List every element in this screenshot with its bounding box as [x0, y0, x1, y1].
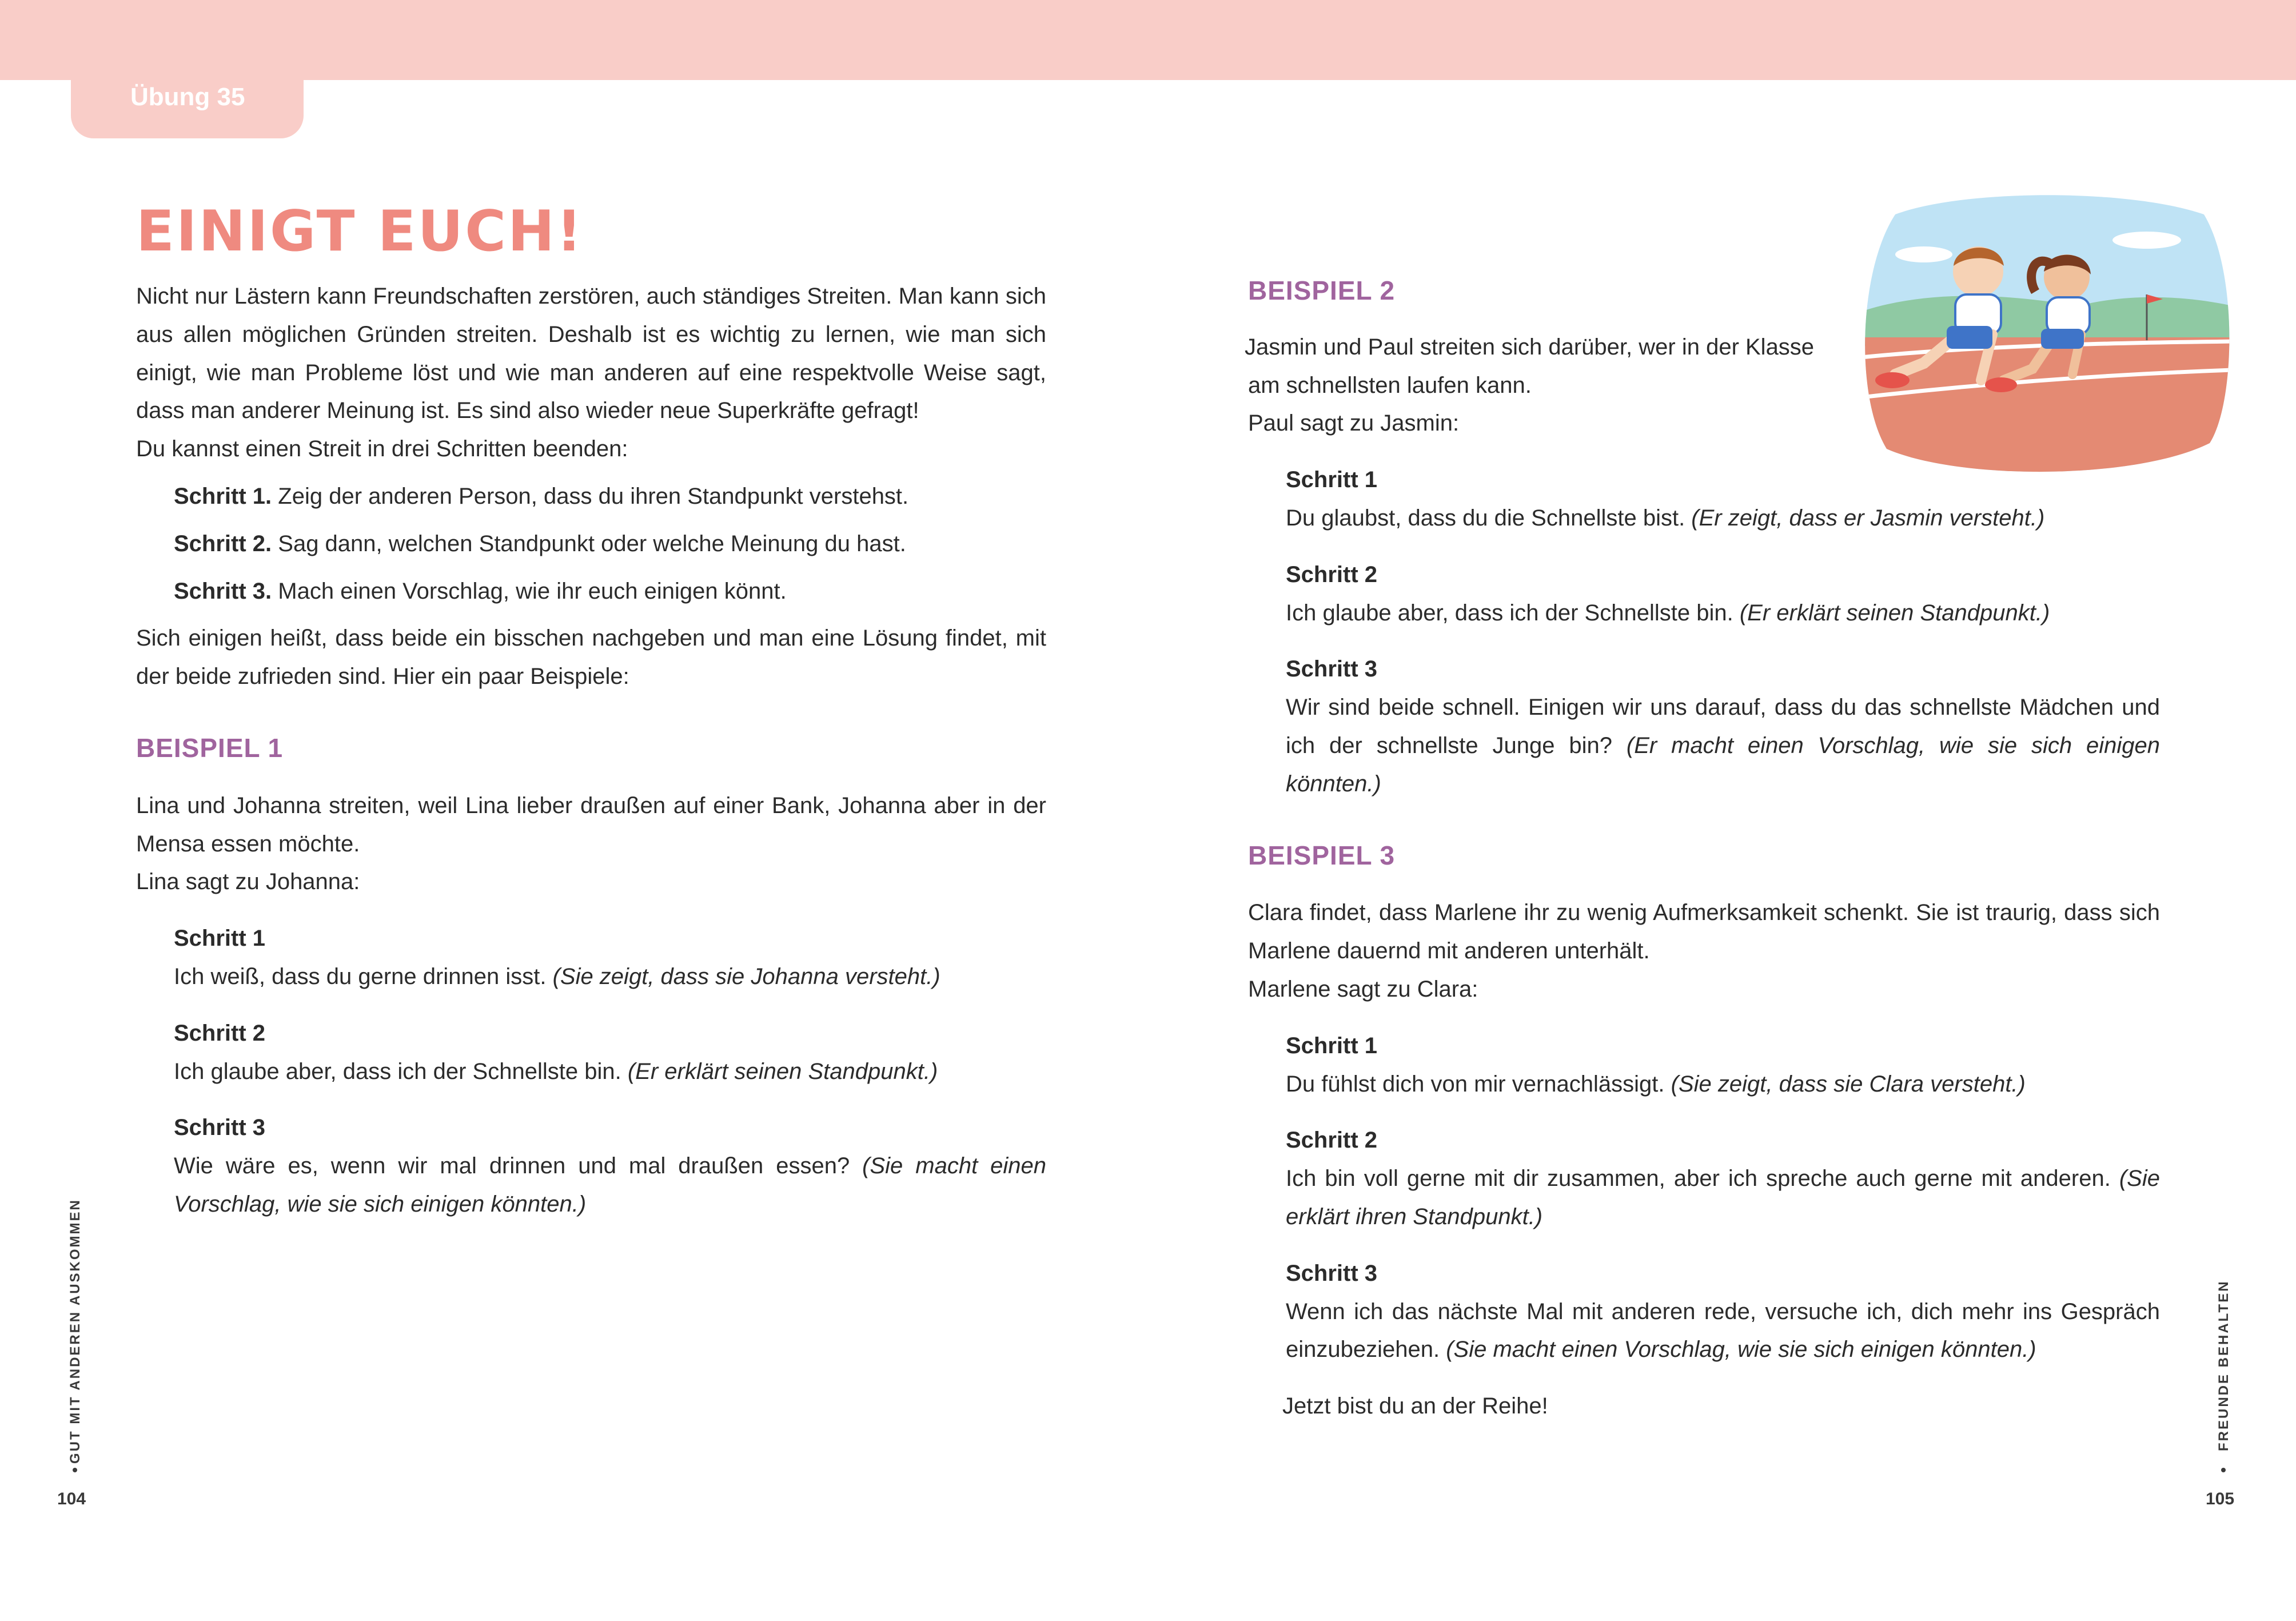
step-note: (Sie erklärt ihren Standpunkt.) — [1286, 1166, 2160, 1229]
example-2-steps — [1248, 461, 2160, 803]
step-statement: Ich weiß, dass du gerne drinnen isst. — [174, 963, 553, 989]
outro-paragraph: Sich einigen heißt, dass beide ein bisschen nachgeben und man eine Lösung findet, mit der beide zufrieden sind. Hier ein paar Beispiele: — [136, 626, 1046, 690]
example-3-steps — [1248, 1027, 2160, 1425]
step-note: (Er erklärt seinen Standpunkt.) — [627, 1058, 938, 1084]
step-text — [174, 1053, 1046, 1091]
step-text — [174, 1147, 1046, 1224]
track — [1861, 337, 2233, 477]
step-label: Schritt 1 — [1286, 1033, 1378, 1058]
step-label: Schritt 3. — [174, 578, 272, 604]
step-label: Schritt 3 — [174, 1115, 266, 1141]
example-2-situation-line: Jasmin und Paul streiten sich darüber, wer in der Klasse — [1245, 334, 1815, 360]
intro-lead: Du kannst einen Streit in drei Schritten beenden: — [136, 436, 628, 462]
step-note: (Sie macht einen Vorschlag, wie sie sich einigen könnten.) — [1446, 1337, 2036, 1363]
closing-line: Jetzt bist du an der Reihe! — [1282, 1393, 1548, 1419]
example-2-heading: BEISPIEL 2 — [1248, 276, 1396, 305]
step-label: Schritt 3 — [1286, 656, 1378, 682]
step-label: Schritt 2. — [174, 531, 272, 556]
example-1-speaker: Lina sagt zu Johanna: — [136, 869, 360, 895]
step-text: Sag dann, welchen Standpunkt oder welche Meinung du hast. — [272, 531, 906, 556]
page-number-right: 105 — [2206, 1489, 2235, 1508]
step-note: (Er zeigt, dass er Jasmin versteht.) — [1691, 505, 2045, 531]
step-statement: Wie wäre es, wenn wir mal drinnen und mal draußen essen? — [174, 1153, 863, 1179]
example-3-situation: Clara findet, dass Marlene ihr zu wenig Aufmerksamkeit schenkt. Sie ist traurig, dass sich Marlene dauernd mit anderen unterhält. — [1248, 900, 2160, 964]
example-2-situation-line: am schnellsten laufen kann. — [1248, 372, 1532, 398]
running-kids-illustration — [1861, 192, 2233, 477]
bullet-dot-right — [2221, 1468, 2226, 1472]
steps-list — [136, 477, 1046, 610]
running-head-right: FREUNDE BEHALTEN — [2216, 1280, 2231, 1451]
step-statement: Ich glaube aber, dass ich der Schnellste bin. — [1286, 600, 1740, 626]
step-statement: Du fühlst dich von mir vernachlässigt. — [1286, 1071, 1671, 1097]
step-note: (Sie zeigt, dass sie Clara versteht.) — [1671, 1071, 2026, 1097]
step-text — [1286, 499, 2160, 537]
step-label: Schritt 2 — [1286, 561, 1378, 587]
step-text: Zeig der anderen Person, dass du ihren Standpunkt verstehst. — [272, 483, 909, 509]
example-3-speaker: Marlene sagt zu Clara: — [1248, 976, 1478, 1002]
step-text — [1286, 1065, 2160, 1104]
step-statement: Wir sind beide schnell. Einigen wir uns darauf, dass du das schnellste Mädchen und ich der schnellste Junge bin? — [1286, 695, 2160, 758]
step-text — [174, 958, 1046, 996]
step-label: Schritt 1 — [174, 926, 266, 951]
step-label: Schritt 1. — [174, 483, 272, 509]
step-note: (Sie macht einen Vorschlag, wie sie sich einigen könnten.) — [174, 1153, 1047, 1217]
example-3-heading: BEISPIEL 3 — [1248, 840, 1396, 870]
step-note: (Er macht einen Vorschlag, wie sie sich einigen könnten.) — [1286, 732, 2160, 796]
running-head-left: GUT MIT ANDEREN AUSKOMMEN — [67, 1198, 83, 1464]
step-note: (Er erklärt seinen Standpunkt.) — [1739, 600, 2050, 626]
step-statement: Ich glaube aber, dass ich der Schnellste bin. — [174, 1058, 628, 1084]
step-item — [174, 525, 1046, 563]
bullet-dot-left — [73, 1468, 77, 1472]
step-note: (Sie zeigt, dass sie Johanna versteht.) — [552, 963, 940, 989]
step-label: Schritt 1 — [1286, 467, 1378, 493]
exercise-tab: Übung 35 — [71, 69, 304, 138]
step-text — [1286, 1293, 2160, 1369]
step-statement: Du glaubst, dass du die Schnellste bist. — [1286, 505, 1692, 531]
step-text — [1286, 1160, 2160, 1236]
cloud — [1895, 246, 1952, 262]
step-item — [174, 572, 1046, 611]
page-number-left: 104 — [57, 1489, 86, 1508]
step-label: Schritt 3 — [1286, 1260, 1378, 1286]
example-1-situation: Lina und Johanna streiten, weil Lina lieber draußen auf einer Bank, Johanna aber in der Mensa essen möchte. — [136, 792, 1046, 857]
page-title: EINIGT EUCH! — [136, 199, 584, 264]
example-2-speaker: Paul sagt zu Jasmin: — [1248, 411, 1460, 436]
step-text — [1286, 594, 2160, 632]
example-1-heading: BEISPIEL 1 — [136, 732, 284, 763]
step-text — [1286, 688, 2160, 803]
step-label: Schritt 2 — [1286, 1128, 1378, 1153]
step-statement: Ich bin voll gerne mit dir zusammen, aber ich spreche auch gerne mit anderen. — [1286, 1166, 2119, 1192]
illustration-svg — [1861, 192, 2233, 477]
step-label: Schritt 2 — [174, 1020, 266, 1046]
example-1-steps — [136, 919, 1046, 1224]
step-text: Mach einen Vorschlag, wie ihr euch einigen könnt. — [272, 578, 787, 604]
left-column — [136, 277, 1046, 1224]
top-color-band — [0, 0, 2296, 80]
intro-paragraph: Nicht nur Lästern kann Freundschaften zerstören, auch ständiges Streiten. Man kann sich aus allen möglichen Gründen streiten. Deshalb ist es wichtig zu lernen, wie man sich einigt, wie man Probleme löst und wie man anderen auf eine respektvolle Weise sagt, dass man anderer Meinung ist. Es sind also wieder neue Superkräfte gefragt! — [136, 284, 1046, 424]
step-statement: Wenn ich das nächste Mal mit anderen rede, versuche ich, dich mehr ins Gespräch einzubeziehen. — [1286, 1299, 2160, 1363]
step-item — [174, 477, 1046, 516]
cloud — [2112, 232, 2181, 249]
